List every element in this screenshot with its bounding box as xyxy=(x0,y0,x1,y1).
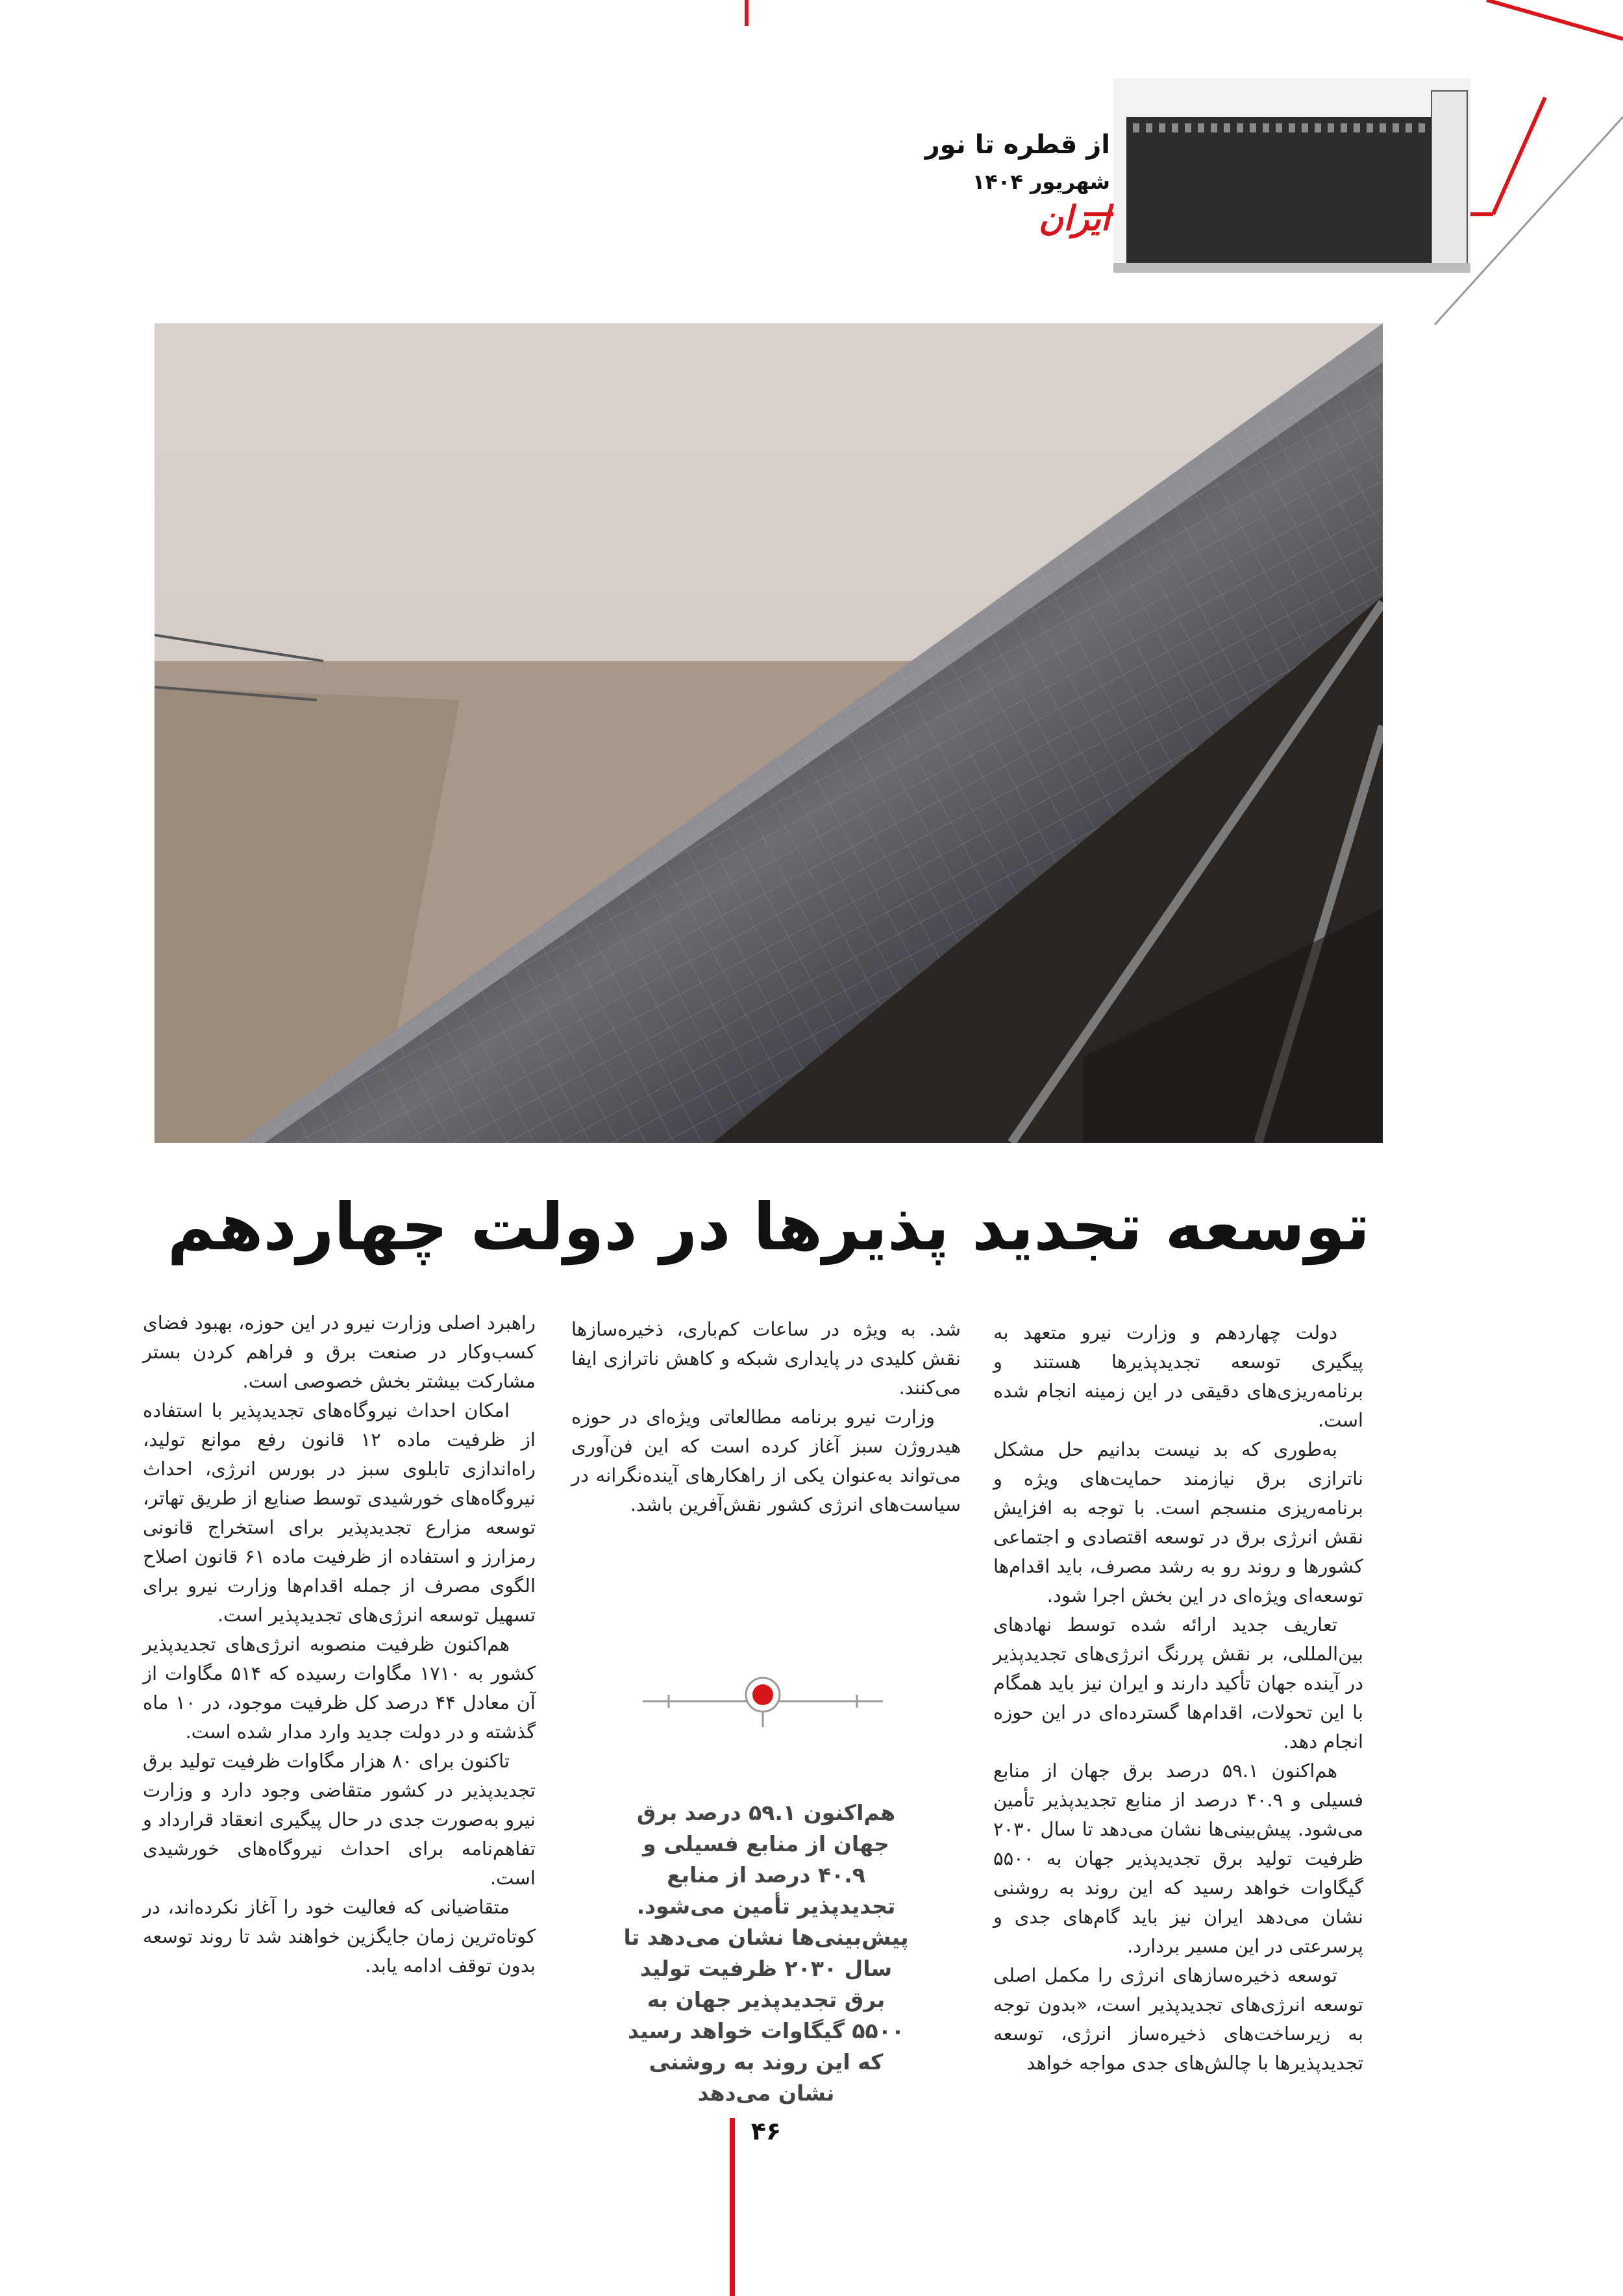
paragraph: شد. به ویژه در ساعات کم‌باری، ذخیره‌سازها نقش کلیدی در پایداری شبکه و کاهش ناترازی ایفا می‌کنند. xyxy=(571,1318,961,1399)
paragraph: توسعه ذخیره‌سازهای انرژی را مکمل اصلی توسعه انرژی‌های تجدیدپذیر است، «بدون توجه به زیرساخت‌های ذخیره‌ساز انرژی، توسعه تجدیدپذیرها با چالش‌های جدی مواجه خواهد xyxy=(993,1964,1363,2074)
pull-quote: هم‌اکنون ۵۹.۱ درصد برق جهان از منابع فسیلی و ۴۰.۹ درصد از منابع تجدیدپذیر تأمین می‌شود. پیش‌بینی‌ها نشان می‌دهد تا سال ۲۰۳۰ ظرفیت تولید برق تجدیدپذیر جهان به ۵۵۰۰ گیگاوات خواهد رسید که این روند به روشنی نشان می‌دهد xyxy=(623,1800,909,2106)
solar-panels-photo xyxy=(155,323,1383,1143)
paragraph: تاکنون برای ۸۰ هزار مگاوات ظرفیت تولید برق تجدیدپذیر در کشور متقاضی وجود دارد و وزارت نیرو به‌صورت جدی در حال پیگیری انعقاد قرارداد و تفاهم‌نامه برای احداث نیروگاه‌های خورشیدی است. xyxy=(143,1750,536,1889)
publication-logo: ایران xyxy=(1038,199,1110,238)
article-title: توسعه تجدید پذیرها در دولت چهاردهم xyxy=(167,1189,1370,1265)
paragraph: متقاضیانی که فعالیت خود را آغاز نکرده‌اند، در کوتاه‌ترین زمان جایگزین خواهند شد تا روند توسعه بدون توقف ادامه یابد. xyxy=(143,1896,536,1977)
paragraph: به‌طوری که بد نیست بدانیم حل مشکل ناترازی برق نیازمند حمایت‌های ویژه و برنامه‌ریزی منسجم است. با توجه به افزایش نقش انرژی برق در توسعه اقتصادی و اجتماعی کشورها و روند رو به رشد مصرف، باید اقدام‌ها توسعه‌ای ویژه‌ای در این بخش اجرا شود. xyxy=(993,1438,1363,1606)
paragraph: وزارت نیرو برنامه مطالعاتی ویژه‌ای در حوزه هیدروژن سبز آغاز کرده است که این فن‌آوری می‌تواند به‌عنوان یکی از راهکارهای آینده‌نگرانه در سیاست‌های انرژی کشور نقش‌آفرین باشد. xyxy=(571,1406,961,1516)
header xyxy=(909,127,1110,240)
paragraph: هم‌اکنون ۵۹.۱ درصد برق جهان از منابع فسیلی و ۴۰.۹ درصد از منابع تجدیدپذیر تأمین می‌شود. پیش‌بینی‌ها نشان می‌دهد تا سال ۲۰۳۰ ظرفیت تولید برق تجدیدپذیر جهان به ۵۵۰۰ گیگاوات خواهد رسید که این روند به روشنی نشان می‌دهد ایران نیز باید گام‌های جدی و پرسرعتی در این مسیر بردارد. xyxy=(993,1760,1364,1957)
header-building-image xyxy=(1113,78,1470,273)
paragraph: راهبرد اصلی وزارت نیرو در این حوزه، بهبود فضای کسب‌وکار در صنعت برق و فراهم کردن بستر مشارکت بیشتر بخش خصوصی است. xyxy=(143,1312,536,1392)
paragraph: تعاریف جدید ارائه شده توسط نهادهای بین‌المللی، بر نقش پررنگ انرژی‌های تجدیدپذیر در آینده جهان تأکید دارند و ایران نیز باید همگام با این تحولات، اقدام‌ها گسترده‌ای در این حوزه انجام دهد. xyxy=(993,1614,1363,1753)
issue-date: شهریور ۱۴۰۴ xyxy=(972,169,1110,194)
article-column-middle xyxy=(571,1315,961,1519)
article-column-left xyxy=(143,1308,536,1980)
page-number: ۴۶ xyxy=(750,2117,782,2145)
quote-divider-ornament xyxy=(643,1675,883,1727)
article-column-right xyxy=(993,1318,1363,2078)
paragraph: هم‌اکنون ظرفیت منصوبه انرژی‌های تجدیدپذیر کشور به ۱۷۱۰ مگاوات رسیده که ۵۱۴ مگاوات از آن معادل ۴۴ درصد کل ظرفیت موجود، در ۱۰ ماه گذشته و در دولت جدید وارد مدار شده است. xyxy=(143,1633,536,1743)
paragraph: امکان احداث نیروگاه‌های تجدیدپذیر با استفاده از ظرفیت ماده ۱۲ قانون رفع موانع تولید، راه‌اندازی تابلوی سبز در بورس انرژی، احداث نیروگاه‌های خورشیدی توسط صنایع از طریق تهاتر، توسعه مزارع تجدیدپذیر برای استخراج قانونی رمزارز و استفاده از ظرفیت ماده ۶۱ قانون اصلاح الگوی مصرف از جمله اقدام‌ها وزارت نیرو برای تسهیل توسعه انرژی‌های تجدیدپذیر است. xyxy=(143,1399,536,1626)
section-title: از قطره تا نور xyxy=(924,130,1110,160)
paragraph: دولت چهاردهم و وزارت نیرو متعهد به پیگیری توسعه تجدیدپذیرها هستند و برنامه‌ریزی‌های دقیقی در این زمینه انجام شده است. xyxy=(993,1321,1363,1431)
